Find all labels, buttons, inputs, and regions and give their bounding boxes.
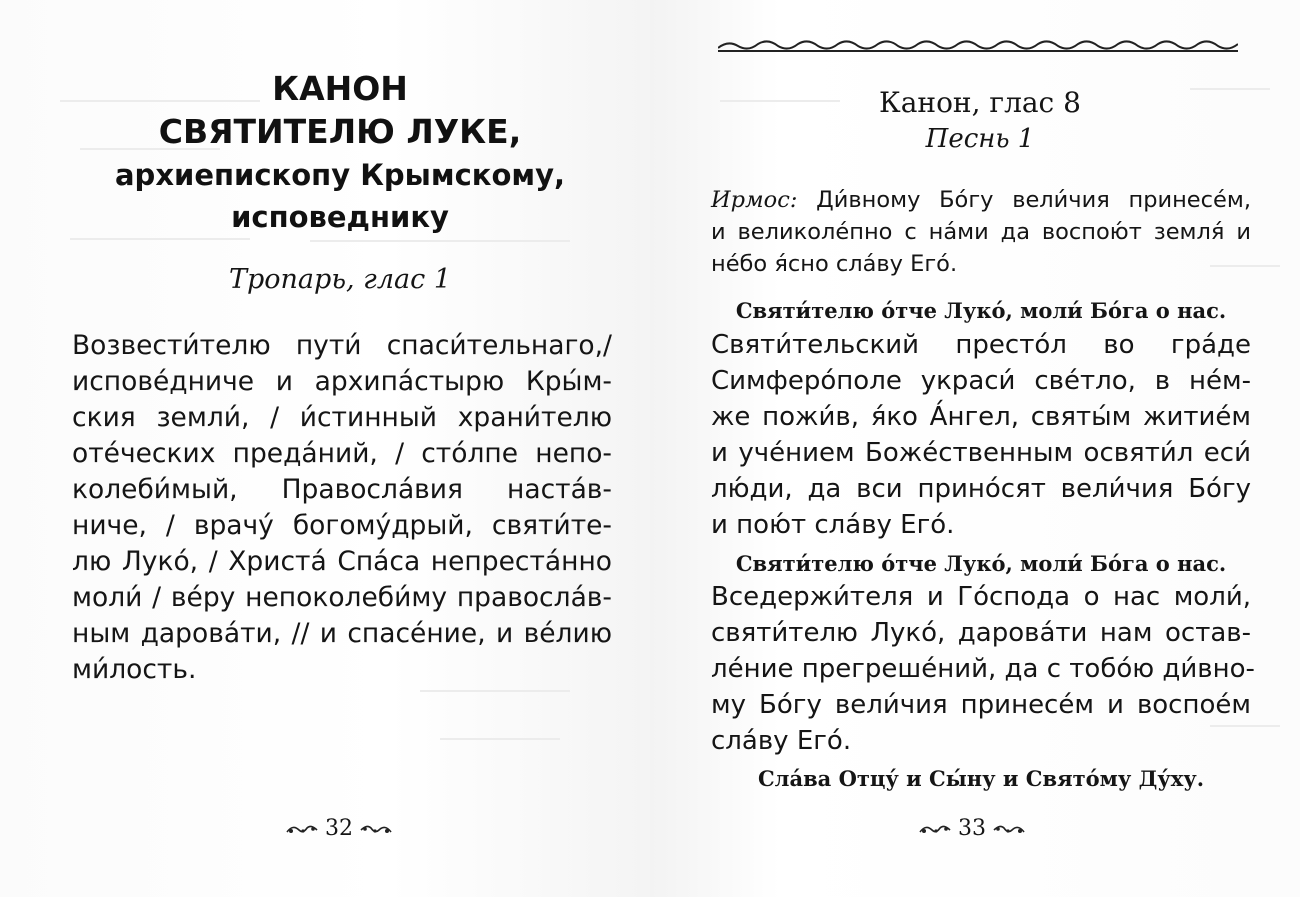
- text-line: лю Луко́, / Христа́ Спа́са непреста́нно: [72, 546, 612, 577]
- page-number: 33: [958, 816, 986, 841]
- text-line: ми́лость.: [72, 654, 197, 685]
- text-line: ле́ние прегреше́ний, да с тобо́ю ди́вно-: [711, 654, 1255, 684]
- refrain: Святи́телю о́тче Луко́, моли́ Бо́га о нас.: [735, 298, 1227, 323]
- text-line: ниче, / врачу́ богому́дрый, святи́те-: [72, 510, 612, 541]
- refrain: Святи́телю о́тче Луко́, моли́ Бо́га о нас.: [735, 551, 1227, 576]
- vine-border-icon: [718, 38, 1238, 54]
- text-line: и пою́т сла́ву Его́.: [711, 510, 955, 540]
- fleuron-icon: [918, 822, 952, 836]
- text-line: Святи́тельский престо́л во гра́де: [711, 330, 1251, 360]
- canon-heading: Канон, глас 8: [879, 86, 1081, 119]
- text-line: и великоле́пно с на́ми да воспою́т земля́ и: [711, 219, 1251, 245]
- text-line: оте́ческих преда́ний, / сто́лпе непо-: [72, 438, 612, 469]
- title-line: СВЯТИТЕЛЮ ЛУКЕ,: [158, 112, 522, 151]
- text-line: ския земли́, / и́стинный храни́телю: [72, 402, 612, 433]
- canon-title: [90, 68, 590, 238]
- bleed-through-line: [310, 240, 570, 242]
- troparion-heading: Тропарь, глас 1: [229, 264, 451, 295]
- bleed-through-line: [70, 238, 250, 240]
- text-line: сла́ву Его́.: [711, 726, 852, 756]
- text-line: Возвести́телю пути́ спаси́тельнаго,/: [72, 330, 612, 361]
- bleed-through-line: [420, 690, 570, 692]
- text-line: му Бо́гу вели́чия принесе́м и воспое́м: [711, 690, 1251, 720]
- text-line: Симферо́поле украси́ све́тло, в не́м-: [711, 366, 1251, 396]
- ode-heading: Песнь 1: [925, 124, 1035, 154]
- text-line: святи́телю Луко́, дарова́ти нам остав-: [711, 618, 1251, 648]
- page-number: 32: [325, 816, 353, 841]
- troparion-1: [711, 327, 1251, 543]
- text-line: Ди́вному Бо́гу вели́чия принесе́м,: [797, 187, 1251, 213]
- right-page: [650, 0, 1300, 897]
- troparion-2: [711, 579, 1255, 759]
- text-line: колеби́мый, Правосла́вия наста́в-: [72, 474, 612, 505]
- doxology: Сла́ва Отцу́ и Сы́ну и Свято́му Ду́ху.: [757, 766, 1205, 791]
- text-line: моли́ / ве́ру непоколеби́му правосла́в-: [72, 582, 612, 613]
- page-number-right: [918, 816, 1026, 841]
- text-line: не́бо я́сно сла́ву Его́.: [711, 251, 958, 277]
- page-number-left: [285, 816, 393, 841]
- text-line: испове́дниче и архипа́стырю Кры́м-: [72, 366, 612, 397]
- irmos-label: Ирмос:: [711, 187, 798, 213]
- text-line: Вседержи́теля и Го́спода о нас моли́,: [711, 582, 1251, 612]
- bleed-through-line: [440, 738, 560, 740]
- title-line: архиепископу Крымскому,: [114, 158, 566, 192]
- fleuron-icon: [992, 822, 1026, 836]
- text-line: ным дарова́ти, // и спасе́ние, и ве́лию: [72, 618, 612, 649]
- text-line: же пожи́в, я́ко А́нгел, святы́м житие́м: [711, 402, 1251, 432]
- fleuron-icon: [285, 822, 319, 836]
- fleuron-icon: [359, 822, 393, 836]
- text-line: и уче́нием Боже́ственным освяти́л еси́: [711, 438, 1251, 468]
- text-line: лю́ди, да вси прино́сят вели́чия Бо́гу: [711, 474, 1251, 504]
- irmos: [711, 184, 1251, 280]
- title-line: исповеднику: [231, 200, 449, 234]
- title-line: КАНОН: [272, 69, 408, 108]
- troparion-text: [72, 328, 612, 688]
